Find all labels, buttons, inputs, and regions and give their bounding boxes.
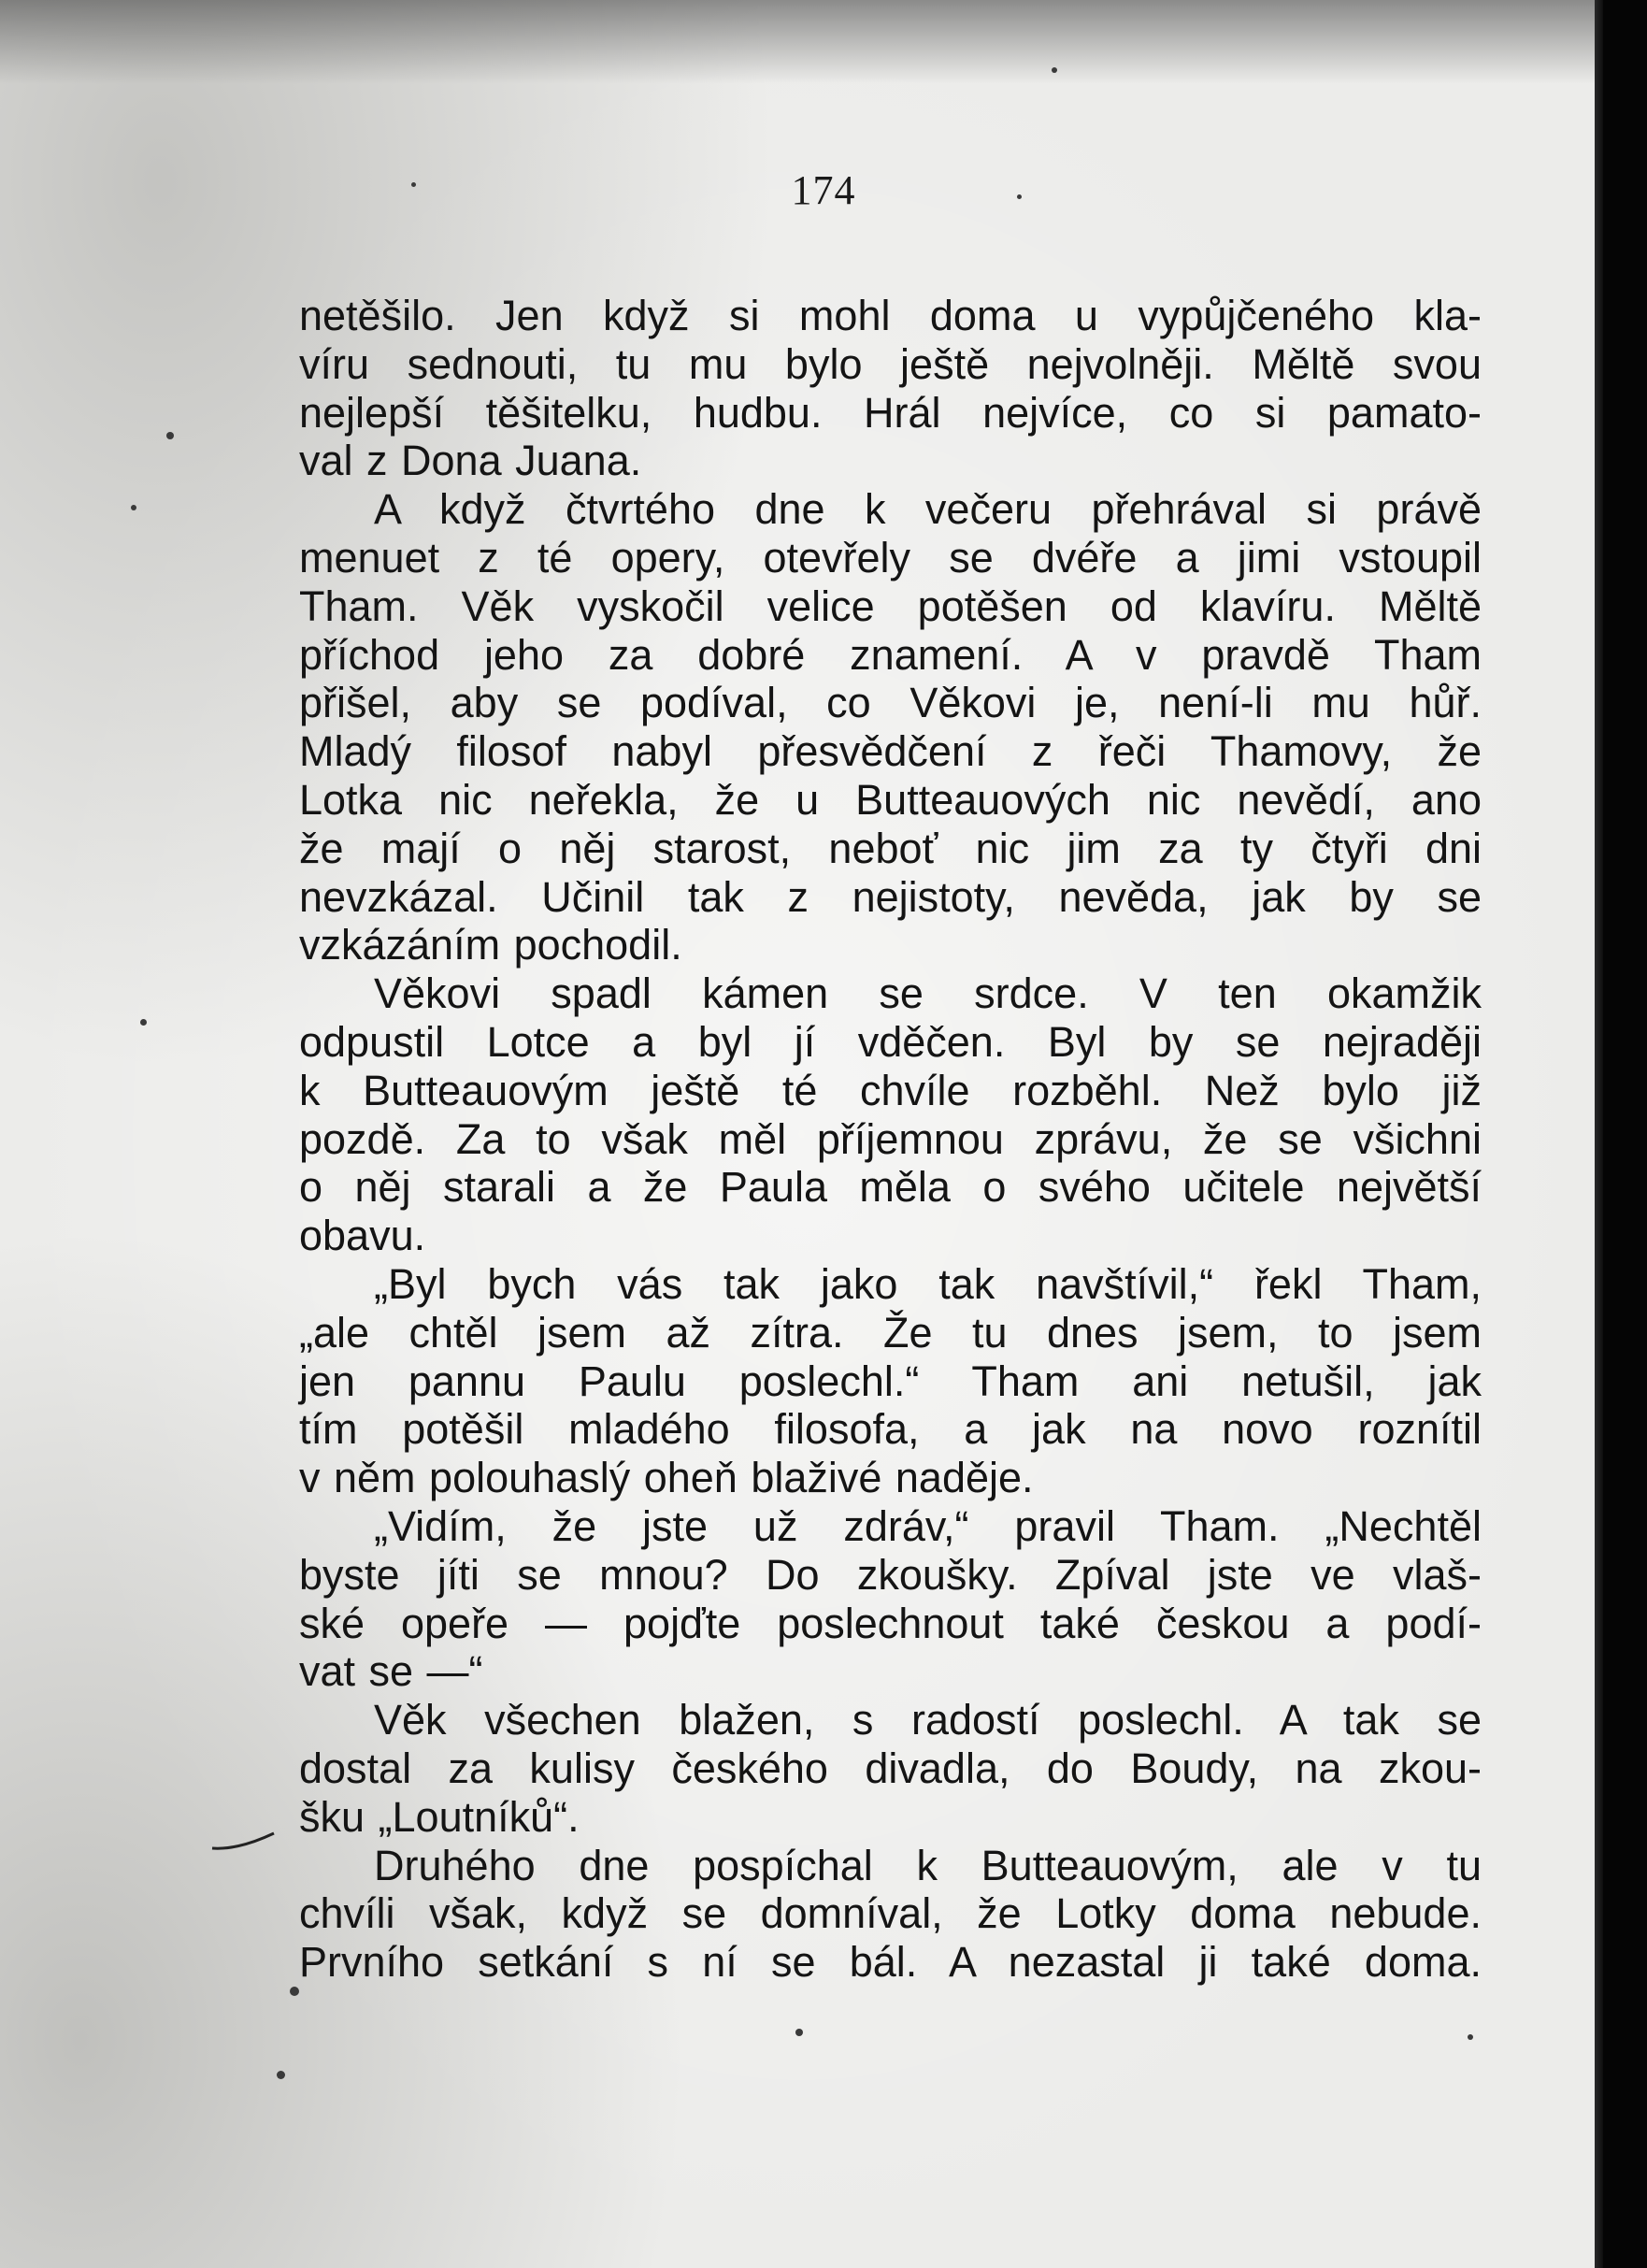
text-line: val z Dona Juana. <box>299 437 642 485</box>
dust-speck <box>1017 194 1022 199</box>
text-line: víru sednouti, tu mu bylo ještě nejvolněji. Měltě svou <box>299 339 1482 388</box>
text-line: tím potěšil mladého filosofa, a jak na novo roznítil <box>299 1405 1482 1454</box>
text-line: A když čtvrtého dne k večeru přehrával si právě <box>374 485 1482 534</box>
text-line: o něj starali a že Paula měla o svého učitele největší <box>299 1163 1482 1212</box>
text-line: šku „Loutníků“. <box>299 1792 580 1841</box>
text-line: nevzkázal. Učinil tak z nejistoty, nevěda, jak by se <box>299 872 1482 921</box>
text-line: dostal za kulisy českého divadla, do Boudy, na zkou- <box>299 1744 1482 1792</box>
text-line: Tham. Věk vyskočil velice potěšen od klavíru. Měltě <box>299 581 1482 630</box>
text-line: vzkázáním pochodil. <box>299 921 682 969</box>
text-line: „Byl bych vás tak jako tak navštívil,“ řekl Tham, <box>374 1259 1482 1308</box>
dust-speck <box>795 2029 803 2036</box>
text-line: nejlepší těšitelku, hudbu. Hrál nejvíce, co si pamato- <box>299 388 1482 437</box>
scan-border <box>1603 0 1647 2268</box>
body-text <box>299 292 1482 1987</box>
dust-speck <box>290 1987 299 1996</box>
text-line: Druhého dne pospíchal k Butteauovým, ale v tu <box>374 1841 1482 1889</box>
text-line: přišel, aby se podíval, co Věkovi je, není-li mu hůř. <box>299 679 1482 727</box>
text-line: k Butteauovým ještě té chvíle rozběhl. Než bylo již <box>299 1066 1482 1114</box>
text-line: netěšilo. Jen když si mohl doma u vypůjčeného kla- <box>299 292 1482 339</box>
dust-speck <box>166 432 174 439</box>
text-line: Lotka nic neřekla, že u Butteauových nic nevědí, ano <box>299 775 1482 824</box>
text-line: Mladý filosof nabyl přesvědčení z řeči Thamovy, že <box>299 727 1482 776</box>
text-line: chvíli však, když se domníval, že Lotky doma nebude. <box>299 1889 1482 1938</box>
text-line: Věkovi spadl kámen se srdce. V ten okamžik <box>374 969 1482 1018</box>
dust-speck <box>140 1019 147 1026</box>
text-line: jen pannu Paulu poslechl.“ Tham ani netušil, jak <box>299 1356 1482 1405</box>
text-line: menuet z té opery, otevřely se dvéře a jimi vstoupil <box>299 533 1482 581</box>
dust-speck <box>1052 67 1057 73</box>
text-line: ské opeře — pojďte poslechnout také českou a podí- <box>299 1599 1482 1647</box>
text-line: příchod jeho za dobré znamení. A v pravdě Tham <box>299 630 1482 679</box>
text-line: že mají o něj starost, neboť nic jim za ty čtyři dni <box>299 824 1482 872</box>
text-line: Prvního setkání s ní se bál. A nezastal ji také doma. <box>299 1938 1482 1987</box>
dust-speck <box>411 182 416 187</box>
dust-speck <box>1468 2034 1473 2040</box>
dust-speck <box>277 2071 285 2079</box>
page-number: 174 <box>791 167 856 213</box>
text-line: „Vidím, že jste už zdráv,“ pravil Tham. „Nechtěl <box>374 1501 1482 1550</box>
text-line: obavu. <box>299 1212 426 1260</box>
scan-shadow <box>0 0 1603 84</box>
text-line: Věk všechen blažen, s radostí poslechl. A tak se <box>374 1696 1482 1744</box>
dust-speck <box>131 505 136 510</box>
text-line: pozdě. Za to však měl příjemnou zprávu, že se všichni <box>299 1114 1482 1163</box>
text-line: byste jíti se mnou? Do zkoušky. Zpíval jste ve vlaš- <box>299 1550 1482 1599</box>
text-line: vat se —“ <box>299 1647 483 1696</box>
margin-pencil-mark <box>210 1828 276 1856</box>
text-line: „ale chtěl jsem až zítra. Že tu dnes jsem, to jsem <box>299 1308 1482 1356</box>
page-edge <box>1595 0 1603 2268</box>
text-line: odpustil Lotce a byl jí vděčen. Byl by se nejraději <box>299 1017 1482 1066</box>
text-line: v něm polouhaslý oheň blaživé naděje. <box>299 1454 1034 1502</box>
